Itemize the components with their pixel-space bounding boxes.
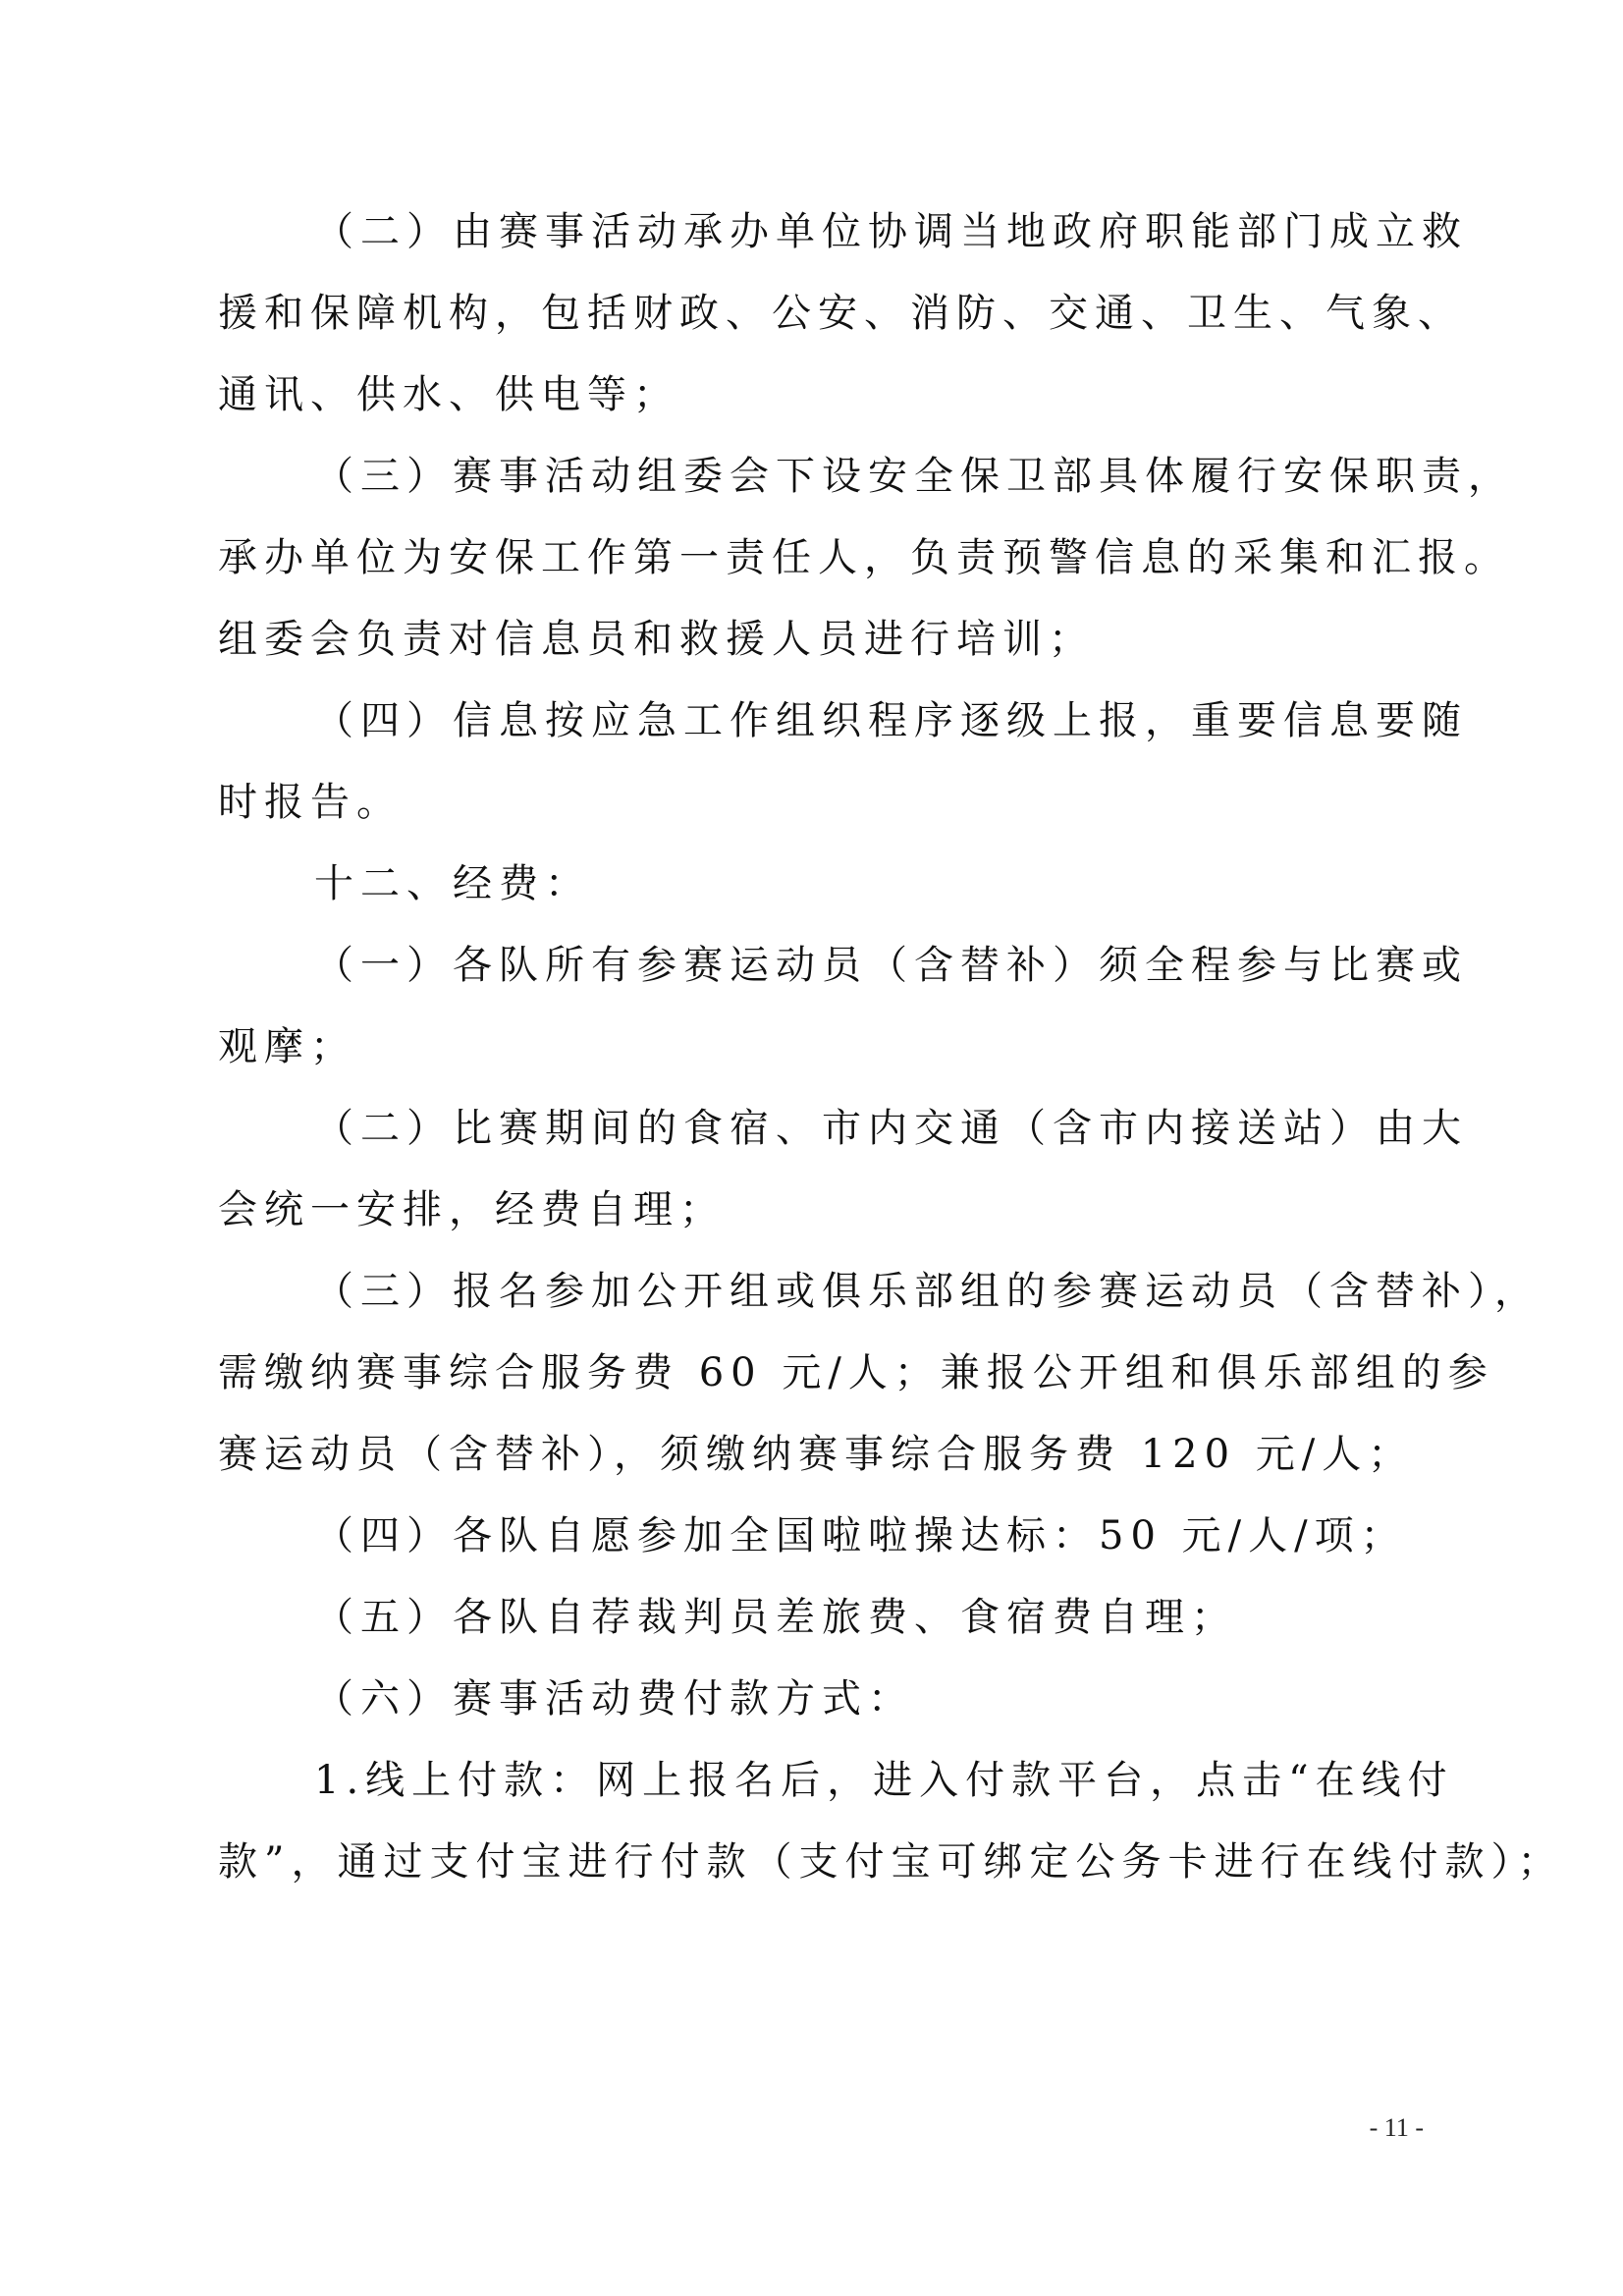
- text-line: （三）赛事活动组委会下设安全保卫部具体履行安保职责，: [314, 454, 1514, 499]
- text-line: 款”，通过支付宝进行付款（支付宝可绑定公务卡进行在线付款）；: [218, 1839, 1564, 1885]
- text-line: （一）各队所有参赛运动员（含替补）须全程参与比赛或: [314, 943, 1468, 988]
- section-heading: 十二、经费：: [314, 861, 591, 906]
- text-line: 通讯、供水、供电等；: [218, 372, 679, 417]
- text-line: （五）各队自荐裁判员差旅费、食宿费自理；: [314, 1595, 1237, 1640]
- text-line: 需缴纳赛事综合服务费 60 元/人；兼报公开组和俱乐部组的参: [218, 1350, 1494, 1395]
- text-line: 承办单位为安保工作第一责任人，负责预警信息的采集和汇报。: [218, 535, 1510, 580]
- text-line: （六）赛事活动费付款方式：: [314, 1676, 914, 1722]
- text-line: 观摩；: [218, 1024, 356, 1069]
- text-line: （四）各队自愿参加全国啦啦操达标：50 元/人/项；: [314, 1513, 1407, 1558]
- text-line: 会统一安排，经费自理；: [218, 1187, 726, 1232]
- page-number: - 11 -: [1369, 2113, 1424, 2142]
- text-line: （二）由赛事活动承办单位协调当地政府职能部门成立救: [314, 209, 1468, 254]
- text-line: （二）比赛期间的食宿、市内交通（含市内接送站）由大: [314, 1106, 1468, 1151]
- text-line: 时报告。: [218, 780, 403, 825]
- text-line: 组委会负责对信息员和救援人员进行培训；: [218, 617, 1095, 662]
- text-line: 援和保障机构，包括财政、公安、消防、交通、卫生、气象、: [218, 291, 1464, 336]
- text-line: 1.线上付款：网上报名后，进入付款平台，点击“在线付: [314, 1758, 1454, 1803]
- text-line: （四）信息按应急工作组织程序逐级上报，重要信息要随: [314, 698, 1468, 743]
- text-line: 赛运动员（含替补），须缴纳赛事综合服务费 120 元/人；: [218, 1432, 1415, 1477]
- text-line: （三）报名参加公开组或俱乐部组的参赛运动员（含替补），: [314, 1269, 1541, 1314]
